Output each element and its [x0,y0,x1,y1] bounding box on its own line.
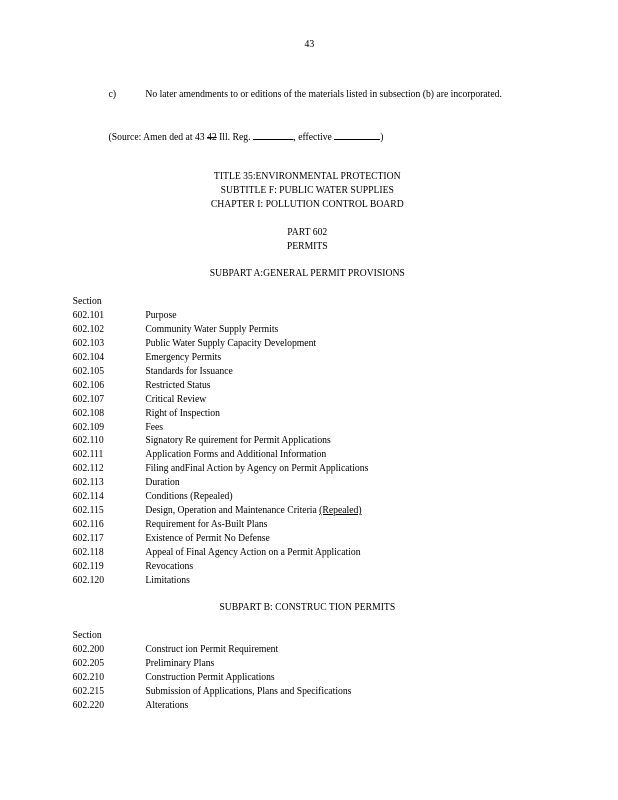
section-title [145,560,193,574]
section-title-text: Filing andFinal Action by Agency on Permit Applications [145,463,369,475]
section-title [145,699,188,713]
section-number: 602.107 [72,393,105,405]
section-title-text: Revocations [145,560,194,572]
section-number: 602.118 [72,546,104,558]
section-number: 602.119 [72,560,104,572]
section-number: 602.110 [72,435,104,447]
section-number: 602.200 [72,644,105,655]
section-title [145,532,269,546]
section-title [145,574,190,588]
section-title-text: Construct ion Permit Requirement [145,644,279,655]
section-title-text: Public Water Supply Capacity Development [145,337,317,349]
section-number: 602.220 [72,699,105,711]
section-title [145,643,278,657]
section-title [145,407,220,421]
section-number: 602.106 [72,379,105,391]
section-number: 602.108 [72,407,105,419]
section-number: 602.120 [72,574,105,586]
section-title-text: Community Water Supply Permits [145,323,279,335]
paragraph-marker: c) [108,89,117,100]
section-number: 602.115 [72,505,104,517]
section-title [145,462,368,476]
section-title [145,671,274,685]
section-title [145,448,326,462]
section-number: 602.117 [72,533,104,544]
section-title-text: Construction Permit Applications [145,671,275,683]
section-title [145,546,360,560]
section-title-text: Requirement for As-Built Plans [145,519,268,531]
title-line: TITLE 35:ENVIRONMENTAL PROTECTION [213,171,401,182]
section-number: 602.102 [72,323,105,335]
struck-number: 42 [207,132,217,143]
section-number: 602.104 [72,351,105,363]
section-title-text: Application Forms and Additional Information [145,449,327,461]
part-name: PERMITS [286,241,328,252]
register-blank [253,128,293,140]
section-title [145,393,206,407]
source-prefix: (Source: Amen ded at 43 [108,132,208,143]
section-title-text: Critical Review [145,393,207,405]
section-number: 602.105 [72,365,105,377]
section-number: 602.215 [72,685,105,697]
section-number: 602.101 [72,310,105,321]
section-title [145,323,278,337]
section-number: 602.111 [72,449,104,461]
effective-blank [334,128,380,140]
section-title-text: Right of Inspection [145,407,220,419]
section-title-underlined: (Repealed) [319,505,362,517]
part-line: PART 602 [287,227,328,238]
section-title [145,476,179,490]
source-middle: Ill. Reg. [216,132,253,143]
section-title-text: Preliminary Plans [145,657,215,669]
section-title-text: Duration [145,477,180,489]
section-title [145,421,163,435]
section-title [145,490,232,504]
chapter-line: CHAPTER I: POLLUTION CONTROL BOARD [210,199,404,210]
section-title-text: Limitations [145,574,190,586]
section-number: 602.103 [72,337,105,349]
section-number: 602.205 [72,657,105,669]
section-title-text: Restricted Status [145,379,211,391]
section-title-text: Design, Operation and Maintenance Criteria [145,505,320,517]
section-number: 602.114 [72,491,104,503]
section-title [145,434,330,448]
section-number: 602.210 [72,671,105,683]
section-title [145,309,176,323]
section-title [145,379,210,393]
section-title [145,518,267,532]
page-number: 43 [304,39,315,50]
subtitle-line: SUBTITLE F: PUBLIC WATER SUPPLIES [220,185,394,196]
section-title [145,504,361,518]
section-number: 602.116 [72,519,104,531]
section-number: 602.113 [72,477,104,489]
section-title-text: Purpose [145,310,177,321]
source-between: , effective [293,132,335,143]
section-title-text: Fees [145,421,164,433]
section-title-text: Appeal of Final Agency Action on a Permit Application [145,546,361,558]
section-title-text: Emergency Permits [145,351,222,363]
source-note [109,128,384,145]
section-title [145,365,232,379]
section-title-text: Standards for Issuance [145,365,233,377]
section-title [145,351,221,365]
section-title-text: Signatory Re quirement for Permit Applications [145,435,331,447]
section-title-text: Alterations [145,699,189,711]
section-title-text: Submission of Applications, Plans and Specifications [145,685,352,697]
section-number: 602.112 [72,463,104,475]
section-label: Section [72,630,102,641]
source-suffix: ) [380,132,384,143]
subpart-b-title: SUBPART B: CONSTRUC TION PERMITS [219,602,396,613]
section-title-text: Conditions (Repealed) [145,491,233,503]
section-label: Section [72,296,102,307]
section-number: 602.109 [72,421,105,433]
subpart-a-title: SUBPART A:GENERAL PERMIT PROVISIONS [209,268,405,279]
section-title [145,685,351,699]
section-title-text: Existence of Permit No Defense [145,533,270,544]
paragraph-text: No later amendments to or editions of the materials listed in subsection (b) are incorporated. [145,89,502,100]
section-title [145,657,214,671]
section-title [145,337,316,351]
